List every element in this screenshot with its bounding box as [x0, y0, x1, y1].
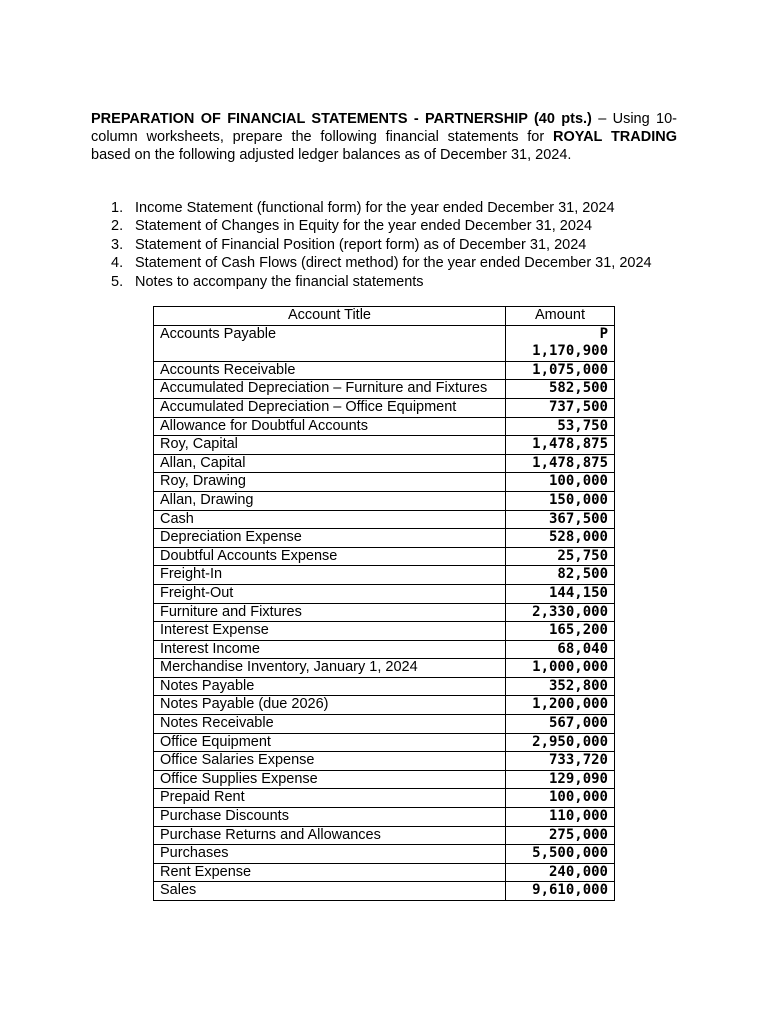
- amount-cell: [506, 510, 615, 529]
- company-name: ROYAL TRADING: [553, 129, 677, 145]
- amount-cell: [506, 640, 615, 659]
- task-item: [111, 217, 652, 235]
- task-list: [111, 199, 652, 291]
- account-title-cell: Accumulated Depreciation – Furniture and Fixtures: [154, 380, 506, 399]
- account-title-cell: Prepaid Rent: [154, 789, 506, 808]
- task-text: Statement of Financial Position (report form) as of December 31, 2024: [135, 236, 587, 253]
- account-title-header: Account Title: [154, 307, 506, 326]
- amount-value: 240,000: [548, 863, 608, 880]
- table-row: [154, 770, 615, 789]
- amount-value: 9,610,000: [532, 882, 608, 899]
- task-text: Statement of Cash Flows (direct method) for the year ended December 31, 2024: [135, 255, 652, 272]
- amount-value: 1,170,900: [532, 343, 608, 360]
- task-item: [111, 236, 652, 254]
- account-title-cell: Depreciation Expense: [154, 529, 506, 548]
- table-row: [154, 473, 615, 492]
- amount-value: 733,720: [548, 752, 608, 769]
- account-title-cell: Purchase Discounts: [154, 808, 506, 827]
- amount-value: 567,000: [548, 715, 608, 732]
- amount-value: 1,075,000: [532, 361, 608, 378]
- amount-value: 1,000,000: [532, 659, 608, 676]
- account-title-cell: Sales: [154, 882, 506, 901]
- account-title-cell: Roy, Drawing: [154, 473, 506, 492]
- account-title-cell: Interest Income: [154, 640, 506, 659]
- table-row: [154, 566, 615, 585]
- table-row: [154, 752, 615, 771]
- table-row: [154, 584, 615, 603]
- account-title-cell: Office Equipment: [154, 733, 506, 752]
- instructions-paragraph: [91, 110, 677, 164]
- currency-symbol: P: [599, 325, 608, 342]
- amount-value: 144,150: [548, 584, 608, 601]
- amount-value: 100,000: [548, 473, 608, 490]
- account-title-cell: Doubtful Accounts Expense: [154, 547, 506, 566]
- amount-value: 352,800: [548, 677, 608, 694]
- amount-value: 1,200,000: [532, 696, 608, 713]
- table-row: [154, 417, 615, 436]
- amount-cell: [506, 603, 615, 622]
- amount-cell: [506, 380, 615, 399]
- amount-cell: [506, 733, 615, 752]
- account-title-cell: Office Supplies Expense: [154, 770, 506, 789]
- table-row: [154, 622, 615, 641]
- task-number: 4.: [111, 255, 124, 272]
- table-row: [154, 696, 615, 715]
- amount-value: 528,000: [548, 529, 608, 546]
- account-title-cell: Purchase Returns and Allowances: [154, 826, 506, 845]
- account-title-cell: Accounts Payable: [154, 325, 506, 361]
- account-title-cell: Notes Receivable: [154, 715, 506, 734]
- account-title-cell: Allowance for Doubtful Accounts: [154, 417, 506, 436]
- instructions-text-2: based on the following adjusted ledger balances as of December 31, 2024.: [91, 147, 572, 163]
- amount-cell: [506, 473, 615, 492]
- table-header-row: [154, 307, 615, 326]
- table-row: [154, 789, 615, 808]
- amount-cell: [506, 361, 615, 380]
- amount-cell: [506, 826, 615, 845]
- amount-cell: [506, 882, 615, 901]
- task-item: [111, 254, 652, 272]
- account-title-cell: Purchases: [154, 845, 506, 864]
- amount-cell: [506, 715, 615, 734]
- amount-value: 165,200: [548, 622, 608, 639]
- amount-cell: [506, 696, 615, 715]
- amount-cell: [506, 770, 615, 789]
- amount-value: 100,000: [548, 789, 608, 806]
- amount-value: 2,330,000: [532, 603, 608, 620]
- amount-cell: [506, 622, 615, 641]
- account-title-cell: Freight-Out: [154, 584, 506, 603]
- amount-cell: [506, 808, 615, 827]
- task-text: Income Statement (functional form) for the year ended December 31, 2024: [135, 200, 615, 216]
- table-row: [154, 659, 615, 678]
- table-row: [154, 361, 615, 380]
- amount-value: 1,478,875: [532, 436, 608, 453]
- table-row: [154, 808, 615, 827]
- amount-cell: [506, 325, 615, 361]
- account-title-cell: Freight-In: [154, 566, 506, 585]
- table-row: [154, 603, 615, 622]
- amount-value: 82,500: [557, 566, 608, 583]
- amount-cell: [506, 547, 615, 566]
- amount-value: 150,000: [548, 491, 608, 508]
- task-number: 1.: [111, 200, 124, 216]
- amount-value: 1,478,875: [532, 454, 608, 471]
- account-title-cell: Interest Expense: [154, 622, 506, 641]
- amount-cell: [506, 677, 615, 696]
- task-text: Notes to accompany the financial statements: [135, 273, 424, 290]
- amount-value: 110,000: [548, 808, 608, 825]
- amount-cell: [506, 417, 615, 436]
- task-item: [111, 273, 652, 291]
- amount-value: 582,500: [548, 380, 608, 397]
- account-title-cell: Accounts Receivable: [154, 361, 506, 380]
- account-title-cell: Allan, Drawing: [154, 491, 506, 510]
- task-item: [111, 199, 652, 217]
- account-title-cell: Allan, Capital: [154, 454, 506, 473]
- table-row: [154, 677, 615, 696]
- table-row: [154, 845, 615, 864]
- table-row: [154, 510, 615, 529]
- ledger-body: [154, 325, 615, 900]
- account-title-cell: Notes Payable (due 2026): [154, 696, 506, 715]
- amount-value: 25,750: [557, 547, 608, 564]
- amount-cell: [506, 863, 615, 882]
- account-title-cell: Roy, Capital: [154, 436, 506, 455]
- amount-cell: [506, 789, 615, 808]
- amount-cell: [506, 659, 615, 678]
- ledger-table: [153, 306, 615, 901]
- instructions-heading: PREPARATION OF FINANCIAL STATEMENTS - PARTNERSHIP (40 pts.): [91, 111, 592, 127]
- amount-value: 275,000: [548, 826, 608, 843]
- account-title-cell: Merchandise Inventory, January 1, 2024: [154, 659, 506, 678]
- table-row: [154, 547, 615, 566]
- amount-value: 68,040: [557, 640, 608, 657]
- account-title-cell: Office Salaries Expense: [154, 752, 506, 771]
- amount-value: 2,950,000: [532, 733, 608, 750]
- table-row: [154, 398, 615, 417]
- amount-value: 367,500: [548, 510, 608, 527]
- account-title-cell: Notes Payable: [154, 677, 506, 696]
- amount-cell: [506, 436, 615, 455]
- table-row: [154, 380, 615, 399]
- table-row: [154, 863, 615, 882]
- amount-cell: [506, 454, 615, 473]
- table-row: [154, 491, 615, 510]
- amount-cell: [506, 491, 615, 510]
- account-title-cell: Accumulated Depreciation – Office Equipment: [154, 398, 506, 417]
- amount-cell: [506, 845, 615, 864]
- task-number: 2.: [111, 218, 124, 235]
- instructions-text-1: – Using 10-column worksheets, prepare the following financial statements for: [91, 111, 677, 145]
- table-row: [154, 733, 615, 752]
- table-row: [154, 529, 615, 548]
- table-row: [154, 325, 615, 361]
- table-row: [154, 715, 615, 734]
- account-title-cell: Cash: [154, 510, 506, 529]
- amount-header: Amount: [506, 307, 615, 326]
- table-row: [154, 436, 615, 455]
- amount-value: 5,500,000: [532, 845, 608, 862]
- task-text: Statement of Changes in Equity for the year ended December 31, 2024: [135, 218, 593, 235]
- table-row: [154, 826, 615, 845]
- amount-cell: [506, 566, 615, 585]
- task-number: 5.: [111, 273, 124, 290]
- table-row: [154, 882, 615, 901]
- amount-cell: [506, 398, 615, 417]
- table-row: [154, 454, 615, 473]
- amount-cell: [506, 529, 615, 548]
- amount-value: 129,090: [548, 770, 608, 787]
- task-number: 3.: [111, 236, 124, 253]
- amount-cell: [506, 584, 615, 603]
- account-title-cell: Rent Expense: [154, 863, 506, 882]
- table-row: [154, 640, 615, 659]
- amount-value: 737,500: [548, 398, 608, 415]
- account-title-cell: Furniture and Fixtures: [154, 603, 506, 622]
- amount-cell: [506, 752, 615, 771]
- amount-value: 53,750: [557, 417, 608, 434]
